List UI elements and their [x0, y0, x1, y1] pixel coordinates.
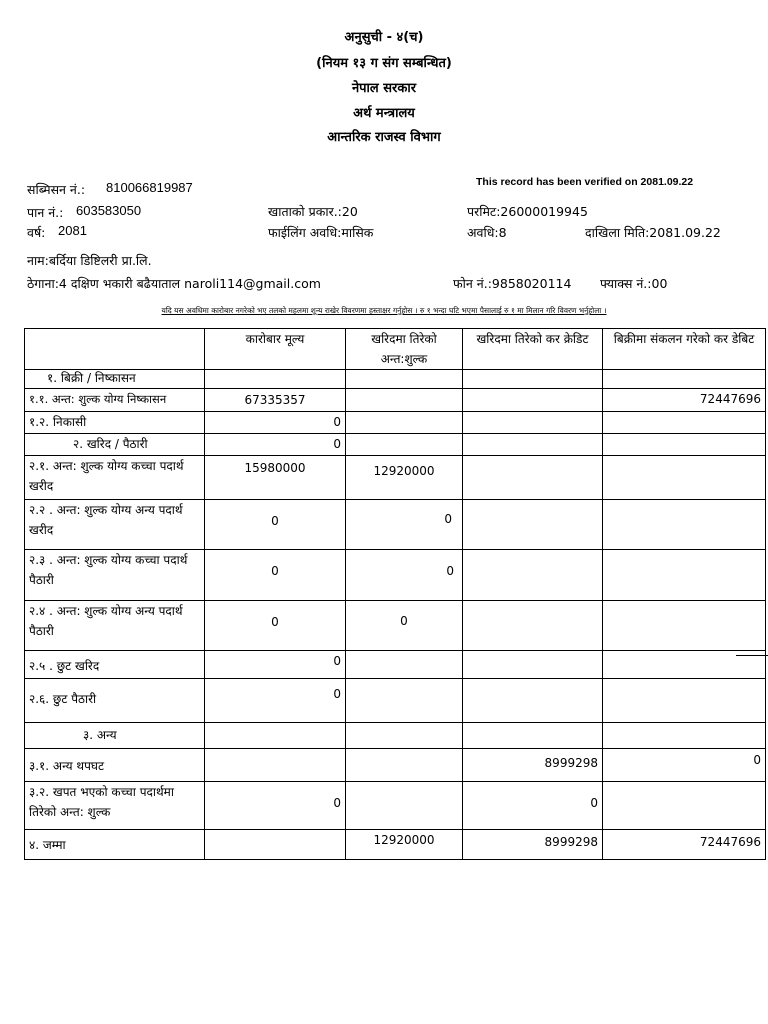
cell-excise-paid: [346, 389, 463, 412]
cell-excise-paid: [346, 412, 463, 434]
table-row: [25, 500, 766, 550]
table-row: [25, 434, 766, 456]
cell-excise-paid: [346, 370, 463, 389]
cell-tax-credit: [463, 412, 603, 434]
table-row: [25, 456, 766, 500]
cell-tax-credit: [463, 679, 603, 723]
row-label: १. बिक्री / निष्कासन: [25, 370, 205, 389]
cell-excise-paid: [346, 782, 463, 830]
cell-tax-credit: [463, 456, 603, 500]
cell-tax-debit: 72447696: [603, 389, 766, 412]
cell-tax-debit: [603, 550, 766, 601]
column-header-transaction-value: कारोबार मूल्य: [205, 329, 346, 370]
department-name: आन्तरिक राजस्व विभाग: [327, 130, 441, 145]
cell-transaction-value: 0: [205, 500, 346, 550]
rule-reference: (नियम १३ ग संग सम्बन्धित): [316, 56, 452, 71]
cell-excise-paid: [346, 679, 463, 723]
column-header-tax-credit-on-purchase: खरिदमा तिरेको कर क्रेडिट: [463, 329, 603, 370]
cell-transaction-value: [205, 370, 346, 389]
table-row-total: [25, 830, 766, 860]
row-label: १.२. निकासी: [25, 412, 205, 434]
cell-tax-credit: [463, 723, 603, 749]
table-header-row: [25, 329, 766, 370]
cell-transaction-value: 0: [205, 782, 346, 830]
cell-transaction-value: [205, 723, 346, 749]
cell-excise-paid: 0: [346, 601, 463, 651]
row-label: २.५ . छुट खरिद: [25, 651, 205, 679]
submission-number: 810066819987: [106, 180, 193, 195]
row-label: २.२ . अन्त: शुल्क योग्य अन्य पदार्थ खरीद: [25, 500, 205, 550]
table-row: [25, 651, 766, 679]
government-name: नेपाल सरकार: [351, 81, 417, 96]
cell-transaction-value: 0: [205, 434, 346, 456]
column-header-excise-paid-on-purchase: खरिदमा तिरेको अन्त:शुल्क: [346, 329, 463, 370]
cell-tax-debit: [603, 434, 766, 456]
cell-excise-paid: 12920000: [346, 456, 463, 500]
header-blank-cell: [25, 329, 205, 370]
cell-excise-paid: [346, 651, 463, 679]
period-value: अवधि:8: [467, 225, 507, 240]
cell-excise-paid: 0: [346, 500, 463, 550]
row-label: २.१. अन्त: शुल्क योग्य कच्चा पदार्थ खरीद: [25, 456, 205, 500]
cell-tax-debit: [603, 500, 766, 550]
schedule-title: अनुसुची - ४(च): [344, 30, 424, 45]
cell-transaction-value: 0: [205, 601, 346, 651]
cell-excise-paid: 0: [346, 550, 463, 601]
submission-label: सब्मिसन नं.:: [27, 182, 86, 197]
table-row: [25, 412, 766, 434]
cell-tax-debit: [603, 412, 766, 434]
cell-tax-debit: [603, 679, 766, 723]
year-label: वर्ष:: [27, 225, 46, 240]
cell-transaction-value: 0: [205, 550, 346, 601]
taxpayer-address: ठेगाना:4 दक्षिण भकारी बढैयाताल naroli114@gmail.com: [27, 276, 321, 291]
column-header-tax-debit-on-sales: बिक्रीमा संकलन गरेको कर डेबिट: [603, 329, 766, 370]
cell-tax-credit: [463, 601, 603, 651]
cell-transaction-value: 0: [205, 412, 346, 434]
table-row: [25, 601, 766, 651]
row-label: २. खरिद / पैठारी: [25, 434, 205, 456]
cell-excise-paid: [346, 723, 463, 749]
cell-tax-credit: 0: [463, 782, 603, 830]
row-label: २.६. छुट पैठारी: [25, 679, 205, 723]
row-label: ४. जम्मा: [25, 830, 205, 860]
cell-excise-paid: [346, 434, 463, 456]
table-row: [25, 723, 766, 749]
filing-date: दाखिला मिति:2081.09.22: [585, 225, 721, 240]
ministry-name: अर्थ मन्त्रालय: [353, 106, 415, 121]
instruction-notice: यदि यस अवधिमा कारोबार नगरेको भए तलको महलमा शून्य राखेर विवरणमा हस्ताक्षर गर्नुहोस । रु १ भन्दा घटि भएमा पैसालाई रु १ मा मिलान गरि विवरण भर्नुहोला ।: [161, 306, 607, 315]
cell-transaction-value: 67335357: [205, 389, 346, 412]
cell-tax-credit: 8999298: [463, 830, 603, 860]
table-row: [25, 749, 766, 782]
cell-tax-credit: [463, 389, 603, 412]
row-label: ३.१. अन्य थपघट: [25, 749, 205, 782]
cell-tax-debit: 0: [603, 749, 766, 782]
cell-excise-paid: 12920000: [346, 830, 463, 860]
row-label: १.१. अन्त: शुल्क योग्य निष्कासन: [25, 389, 205, 412]
cell-tax-credit: 8999298: [463, 749, 603, 782]
cell-tax-debit: [603, 601, 766, 651]
stray-line-mark: [736, 655, 768, 656]
cell-excise-paid: [346, 749, 463, 782]
pan-number: 603583050: [76, 203, 142, 218]
phone-number: फोन नं.:9858020114: [453, 276, 572, 291]
cell-tax-debit: [603, 370, 766, 389]
filing-period: फाईलिंग अवधि:मासिक: [268, 225, 374, 240]
year-value: 2081: [58, 223, 87, 238]
cell-transaction-value: [205, 749, 346, 782]
cell-tax-debit: [603, 782, 766, 830]
pan-label: पान नं.:: [27, 205, 64, 220]
cell-transaction-value: 15980000: [205, 456, 346, 500]
cell-tax-credit: [463, 500, 603, 550]
cell-tax-credit: [463, 434, 603, 456]
table-row: [25, 389, 766, 412]
row-label: २.४ . अन्त: शुल्क योग्य अन्य पदार्थ पैठारी: [25, 601, 205, 651]
row-label: २.३ . अन्त: शुल्क योग्य कच्चा पदार्थ पैठारी: [25, 550, 205, 601]
excise-return-table: [24, 328, 766, 860]
cell-transaction-value: [205, 830, 346, 860]
fax-number: फ्याक्स नं.:00: [600, 276, 668, 291]
taxpayer-name: नाम:बर्दिया डिष्टिलरी प्रा.लि.: [27, 253, 152, 268]
table-row: [25, 370, 766, 389]
cell-tax-debit: [603, 723, 766, 749]
account-type: खाताको प्रकार.:20: [268, 204, 358, 219]
table-row: [25, 679, 766, 723]
table-row: [25, 550, 766, 601]
cell-tax-credit: [463, 651, 603, 679]
verification-note: This record has been verified on 2081.09.22: [476, 176, 694, 188]
permit-number: परमिट:26000019945: [467, 204, 588, 219]
row-label: ३. अन्य: [25, 723, 205, 749]
table-row: [25, 782, 766, 830]
cell-tax-credit: [463, 370, 603, 389]
cell-tax-debit: [603, 456, 766, 500]
cell-tax-credit: [463, 550, 603, 601]
row-label: ३.२. खपत भएको कच्चा पदार्थमा तिरेको अन्त: शुल्क: [25, 782, 205, 830]
cell-transaction-value: 0: [205, 651, 346, 679]
cell-transaction-value: 0: [205, 679, 346, 723]
cell-tax-debit: 72447696: [603, 830, 766, 860]
